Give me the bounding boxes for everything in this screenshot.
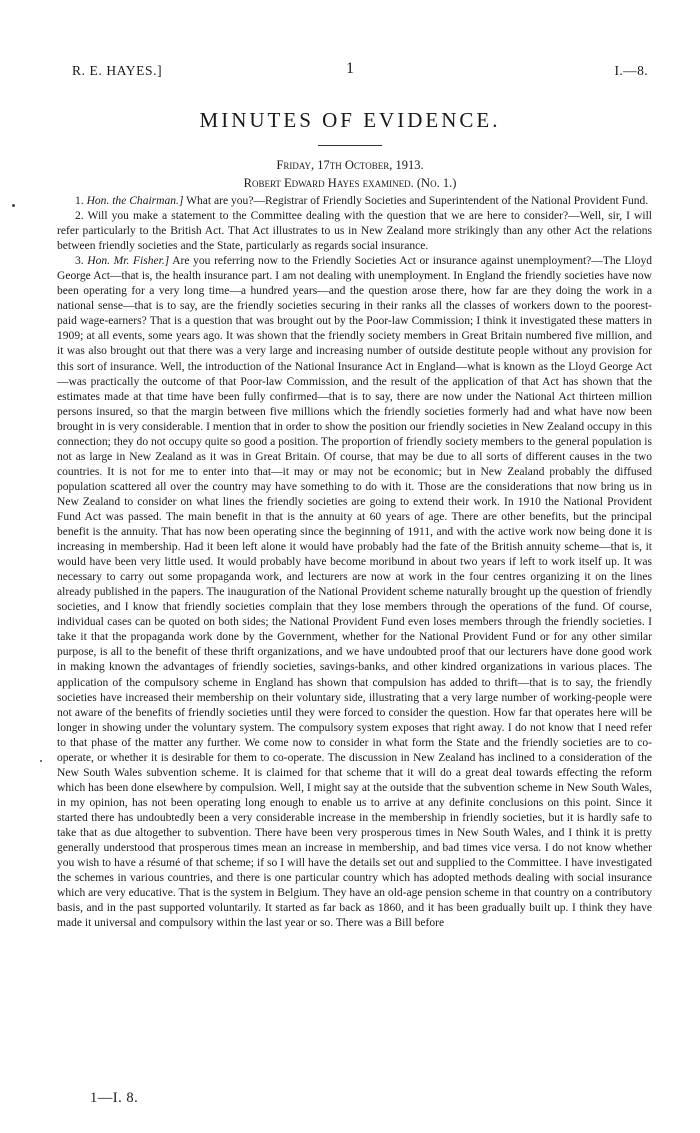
question-number: 1. [75, 195, 84, 207]
signature-mark: 1—I. 8. [90, 1090, 139, 1106]
paragraph-text: Are you referring now to the Friendly Societies Act or insurance against unemployment?—The Lloyd George Act—that is, the health insurance part. I am not dealing with unemployment. In England the friendly societies have now been operating for a very long time—a hundred years—and the question arose there, how far are they doing the work in a national sense—that is to say, are the friendly societies securing in their ranks all the classes of workers down to the poorest-paid wage-earners? That is a question that was brought out by the Poor-law Commission; I think it investigated these matters in 1909; at all events, some years ago. It was shown that the friendly society members in Great Britain numbered five million, and it was also brought out that there was a very large and increasing number of outside destitute people without any provision for this sort of insurance. Well, the introduction of the National Insurance Act in England—what is known as the Lloyd George Act—was practically the outcome of that Poor-law Commission, and the result of the application of that Act has shown that the estimates made at that time have been fully confirmed—that is to say, there are now under the National Act thirteen million persons insured, so that the margin between five millions which the friendly societies formerly had and what have now been brought in is very considerable. I mention that in order to show the position our friendly societies in New Zealand occupy in this connection; they do not occupy quite so good a position. The proportion of friendly society members to the general population is not as large in New Zealand as it was in Great Britain. Of course, that may be due to all sorts of different causes in the two countries. It is not for me to enter into that—it may or may not be economic; but in New Zealand probably the diffused population scattered all over the country may have something to do with it. Those are the considerations that now bring us in New Zealand to consider on what lines the friendly societies are going to extend their work. In 1910 the National Provident Fund Act was passed. The main benefit in that is the annuity at 60 years of age. There are other benefits, but the principal benefit is the annuity. That has now been operating since the beginning of 1911, and with the active work now being done it is increasing in membership. Had it been left alone it would have probably had the fate of the British annuity scheme—that is, it would have been very little used. It would probably have become moribund in about two years if left to work itself up. It was necessary to carry out some propaganda work, and lecturers are now at work in the four centres organizing it on the lines already published in the papers. The inauguration of the National Provident scheme naturally brought up the question of friendly societies, and I know that friendly societies complain that they lose members through the operations of the fund. Of course, individual cases can be quoted on both sides; the National Provident Fund even loses members through the friendly societies. I take it that the propaganda work done by the Government, whether for the National Provident Fund or for any other similar purpose, is all to the benefit of these thrift organizations, and we have undoubted proof that our lecturers have done good work in making known the advantages of friendly societies, savings-banks, and other kindred organizations in various places. The application of the compulsory scheme in England has shown that compulsion has added to thrift—that is to say, the friendly societies have increased their membership on their voluntary side, illustrating that a very large number of working-people were not aware of the benefits of friendly societies until they were forced to consider the question. How far that operates here will be longer in showing under the voluntary system. The compulsory system exposes that right away. I do not know that I need refer to that phase of the matter any further. We come now to consider in what form the State and the friendly societies are to co-operate, or whether it is desirable for them to co-operate. The discussion in New Zealand has inclined to a consideration of the New South Wales subvention scheme. It is claimed for that scheme that it will do a great deal towards effecting the reform which has been done elsewhere by compulsion. Well, I might say at the outside that the subvention scheme in New South Wales, in my opinion, has not been operating long enough to enable us to arrive at any definite conclusions on this point. Since it started there has undoubtedly been a very considerable increase in the membership in friendly societies, but it is hardly safe to take that as due altogether to subvention. There have been very prosperous times in New South Wales, and I think it is pretty generally understood that prosperous times mean an increase in membership, and bad times vice versa. I do not know whether you wish to have a résumé of that scheme; if so I will have the details set out and supplied to the Committee. I have investigated the schemes in various countries, and there is one particular country which has adopted methods dealing with social insurance which are very educative. That is the system in Belgium. They have an old-age pension scheme in that country on a contributory basis, and in the past supported voluntarily. It started as far back as 1860, and it has been gradually built up. I think they have made it universal and compulsory within the last year or so. There was a Bill before [57, 255, 652, 930]
speaker: Hon. Mr. Fisher.] [87, 255, 170, 268]
margin-speck [40, 760, 42, 762]
margin-speck [12, 204, 15, 207]
question-number: 2. [75, 210, 84, 223]
document-title: MINUTES OF EVIDENCE. [199, 108, 501, 132]
witness-examined: Robert Edward Hayes examined. (No. 1.) [243, 176, 457, 190]
paragraph-text: Will you make a statement to the Committee dealing with the question that we are here to consider?—Well, sir, I will refer particularly to the British Act. That Act illustrates to us in New Zealand more strikingly than any other Act the relations between friendly societies and the State, particularly as regards social insurance. [57, 210, 652, 253]
evidence-paragraph [57, 194, 652, 209]
page-number: 1 [346, 60, 354, 77]
session-date: Friday, 17th October, 1913. [276, 158, 424, 172]
evidence-body [57, 194, 652, 931]
paper-reference: I.—8. [614, 63, 648, 78]
question-number: 3. [75, 255, 84, 268]
running-head-witness: R. E. HAYES.] [72, 63, 163, 78]
title-rule [318, 145, 382, 146]
evidence-paragraph [57, 209, 652, 254]
evidence-paragraph [57, 254, 652, 931]
speaker: Hon. the Chairman.] [86, 195, 184, 207]
paragraph-text: What are you?—Registrar of Friendly Societies and Superintendent of the National Provident Fund. [186, 195, 649, 207]
witness-line [0, 176, 700, 191]
